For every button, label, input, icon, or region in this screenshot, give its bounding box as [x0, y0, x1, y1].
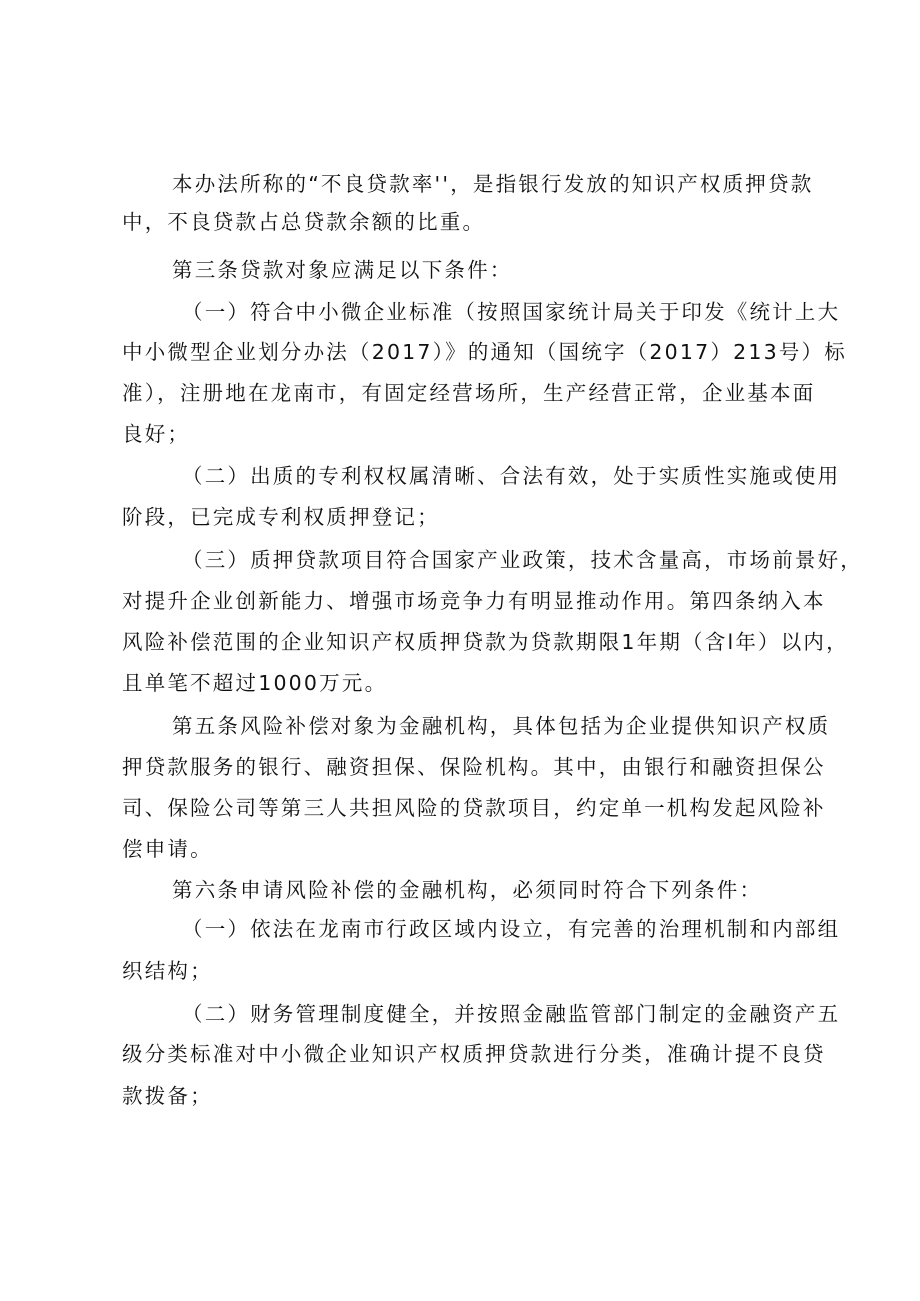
paragraph-line: 款拨备；	[122, 1084, 213, 1108]
paragraph-line: 偿申请。	[122, 837, 213, 861]
paragraph-line: （一）依法在龙南市行政区域内设立，有完善的治理机制和内部组	[182, 917, 841, 941]
paragraph-line: 中小微型企业划分办法（2017）》的通知（国统字（2017）213号）标	[122, 340, 847, 364]
paragraph-line: 阶段，已完成专利权质押登记；	[122, 505, 440, 529]
paragraph-line: 级分类标准对中小微企业知识产权质押贷款进行分类，准确计提不良贷	[122, 1042, 826, 1066]
paragraph-line: 且单笔不超过1000万元。	[122, 671, 388, 695]
paragraph-line: 押贷款服务的银行、融资担保、保险机构。其中，由银行和融资担保公	[122, 755, 826, 779]
paragraph-line: 中，不良贷款占总贷款余额的比重。	[122, 210, 486, 234]
paragraph-line: （二）出质的专利权权属清晰、合法有效，处于实质性实施或使用	[182, 464, 841, 488]
paragraph-line: 司、保险公司等第三人共担风险的贷款项目，约定单一机构发起风险补	[122, 796, 826, 820]
paragraph-line: 良好；	[122, 422, 191, 446]
paragraph-line: 织结构；	[122, 959, 213, 983]
paragraph-line: 第六条申请风险补偿的金融机构，必须同时符合下列条件：	[172, 878, 763, 902]
paragraph-line: （二）财务管理制度健全，并按照金融监管部门制定的金融资产五	[182, 1002, 841, 1026]
paragraph-line: （三）质押贷款项目符合国家产业政策，技术含量高，市场前景好，	[182, 548, 863, 572]
paragraph-line: 第三条贷款对象应满足以下条件：	[172, 258, 513, 282]
paragraph-line: 风险补偿范围的企业知识产权质押贷款为贷款期限1年期（含l年）以内，	[122, 630, 849, 654]
paragraph-line: 对提升企业创新能力、增强市场竞争力有明显推动作用。第四条纳入本	[122, 589, 826, 613]
paragraph-line: （一）符合中小微企业标准（按照国家统计局关于印发《统计上大	[182, 300, 841, 324]
paragraph-line: 本办法所称的“不良贷款率''，是指银行发放的知识产权质押贷款	[172, 172, 814, 196]
paragraph-line: 准），注册地在龙南市，有固定经营场所，生产经营正常，企业基本面	[122, 381, 816, 405]
paragraph-line: 第五条风险补偿对象为金融机构，具体包括为企业提供知识产权质	[172, 714, 831, 738]
